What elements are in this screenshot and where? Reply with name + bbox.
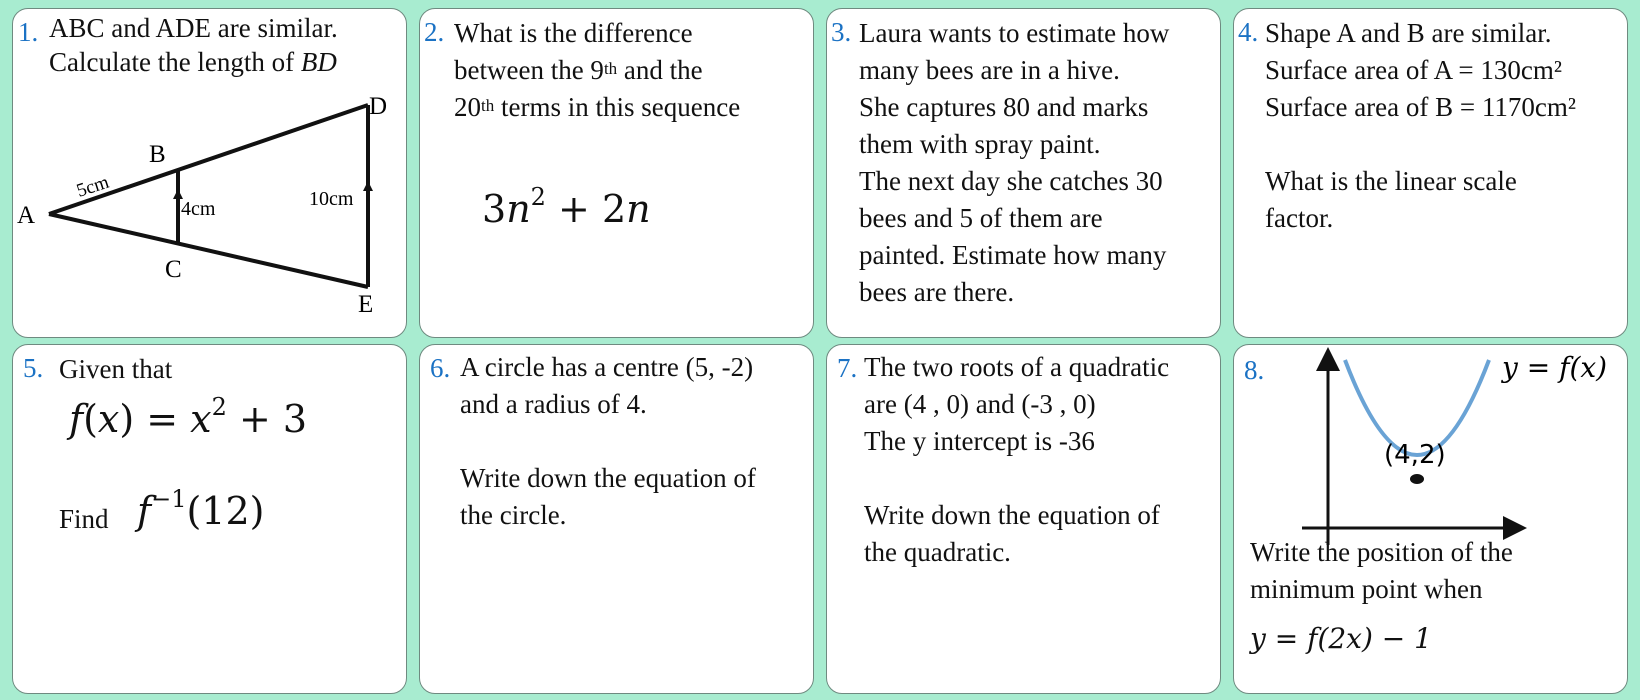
vertex-label-a: A — [17, 202, 36, 229]
question-card-4 — [1233, 8, 1628, 338]
vertex-label-e: E — [358, 291, 374, 318]
q6-line3: Write down the equation of — [460, 463, 756, 493]
q8-line2: minimum point when — [1250, 574, 1483, 604]
vertex-label-c: C — [165, 256, 182, 283]
q3-line: them with spray paint. — [859, 129, 1101, 159]
question-text-3 — [859, 15, 1169, 311]
q6-line2: and a radius of 4. — [460, 389, 647, 419]
question-card-2 — [419, 8, 814, 338]
similar-triangles-diagram — [13, 9, 407, 338]
q4-line3: Surface area of B = 1170cm² — [1265, 92, 1576, 122]
question-text-6 — [460, 349, 756, 534]
q1-line2: Calculate the length of BD — [49, 47, 337, 77]
q7-line4: Write down the equation of — [864, 500, 1160, 530]
graph-label: y = f(x) — [1502, 351, 1608, 384]
q7-line3: The y intercept is -36 — [864, 426, 1095, 456]
question-number-5: 5. — [23, 353, 44, 383]
question-text-8 — [1250, 534, 1513, 608]
q3-line: She captures 80 and marks — [859, 92, 1149, 122]
q3-line: painted. Estimate how many — [859, 240, 1167, 270]
sequence-expression: $3n^2 + 2n$ — [482, 183, 651, 231]
minimum-point-dot — [1410, 474, 1424, 484]
point-label: (4,2) — [1384, 440, 1446, 470]
q2-line3: 20th terms in this sequence — [454, 92, 741, 122]
q1-line1: ABC and ADE are similar. — [49, 13, 338, 43]
question-card-8 — [1233, 344, 1628, 694]
vertex-label-b: B — [149, 141, 166, 168]
function-definition: $f(x) = x^2 + 3$ — [69, 393, 308, 441]
parabola-graph — [1234, 345, 1628, 545]
length-label-ab: 5cm — [74, 171, 112, 202]
question-number-8: 8. — [1244, 355, 1265, 385]
q2-line1: What is the difference — [454, 18, 693, 48]
q6-line1: A circle has a centre (5, -2) — [460, 352, 754, 382]
question-number-7: 7. — [837, 353, 858, 383]
q4-line5: factor. — [1265, 203, 1334, 233]
question-text-5: Given that — [59, 354, 173, 384]
length-label-bc: 4cm — [181, 198, 216, 220]
q7-line2: are (4 , 0) and (-3 , 0) — [864, 389, 1096, 419]
question-number-2: 2. — [424, 17, 445, 47]
q3-line: many bees are in a hive. — [859, 55, 1120, 85]
q7-line5: the quadratic. — [864, 537, 1011, 567]
q7-line1: The two roots of a quadratic — [864, 352, 1170, 382]
inverse-function-expression: $f^{-1}(12)$ — [137, 485, 265, 533]
q3-line: The next day she catches 30 — [859, 166, 1163, 196]
q4-line4: What is the linear scale — [1265, 166, 1517, 196]
question-card-3 — [826, 8, 1221, 338]
q6-line4: the circle. — [460, 500, 567, 530]
q3-line: bees are there. — [859, 277, 1015, 307]
transformed-equation: y = f(2x) − 1 — [1250, 622, 1432, 655]
question-card-1 — [12, 8, 407, 338]
question-number-4: 4. — [1238, 17, 1259, 47]
q2-line2: between the 9th and the — [454, 55, 703, 85]
q3-line: Laura wants to estimate how — [859, 18, 1170, 48]
question-card-7 — [826, 344, 1221, 694]
question-number-1: 1. — [18, 17, 39, 47]
question-text-4 — [1265, 15, 1576, 237]
question-number-6: 6. — [430, 353, 451, 383]
q4-line1: Shape A and B are similar. — [1265, 18, 1552, 48]
q3-line: bees and 5 of them are — [859, 203, 1103, 233]
find-label: Find — [59, 504, 109, 534]
question-card-5 — [12, 344, 407, 694]
vertex-label-d: D — [369, 93, 388, 120]
q4-line2: Surface area of A = 130cm² — [1265, 55, 1562, 85]
q8-line1: Write the position of the — [1250, 537, 1513, 567]
parallel-arrow-icon — [363, 181, 373, 191]
question-text-2 — [454, 15, 740, 126]
length-label-de: 10cm — [309, 188, 354, 210]
question-card-6 — [419, 344, 814, 694]
question-text-7 — [864, 349, 1169, 571]
question-number-3: 3. — [831, 17, 852, 47]
